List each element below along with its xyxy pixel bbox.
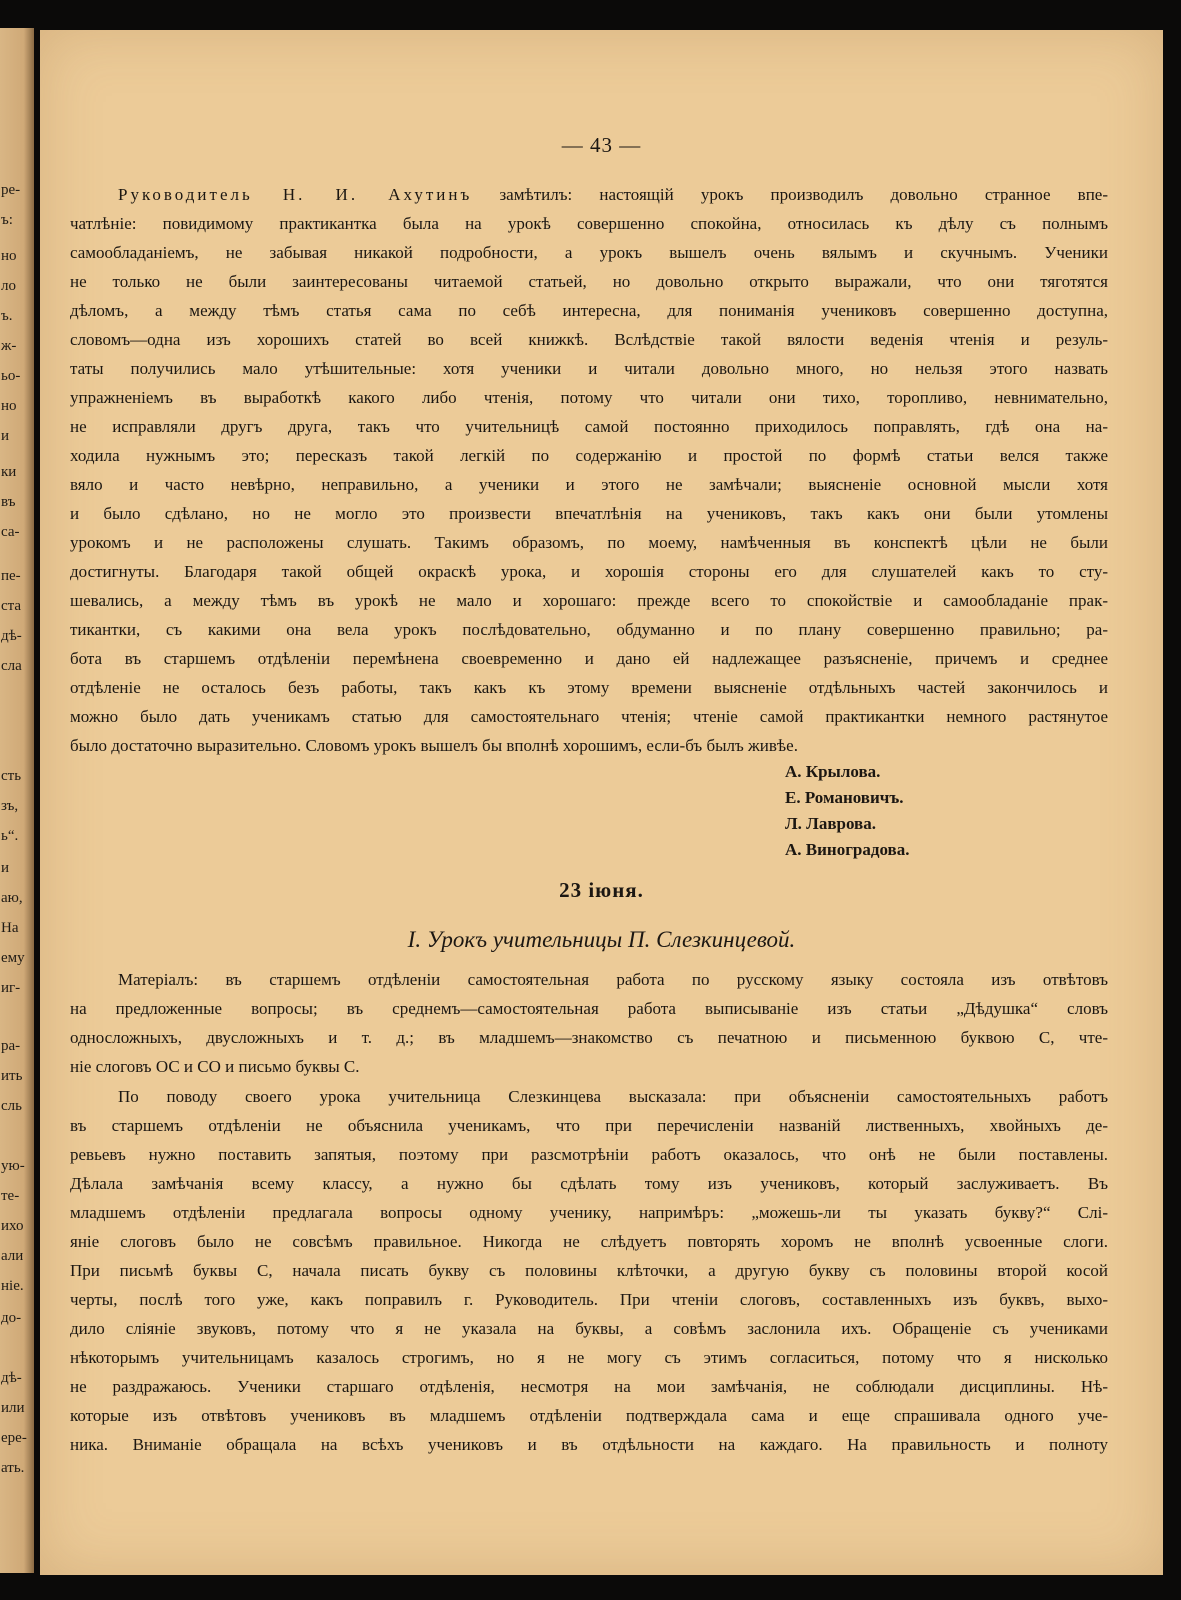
facing-page-fragment: но (1, 398, 17, 414)
text-line: дѣломъ, а между тѣмъ статья сама по себѣ интересна, для пониманія учениковъ совершенно доступна, (70, 301, 1108, 320)
facing-page-fragment: ло (1, 278, 16, 294)
facing-page-fragment: ую- (1, 1158, 25, 1174)
text-line: было достаточно выразительно. Словомъ урокъ вышелъ бы вполнѣ хорошимъ, если-бъ былъ живѣе. (70, 736, 798, 755)
facing-page-fragment: до- (1, 1310, 22, 1326)
signature-name: Л. Лаврова. (785, 814, 876, 833)
facing-page-fragment: сла (1, 658, 22, 674)
text-line: вяло и часто невѣрно, неправильно, а ученики и этого не замѣчали; выясненіе основной мысли хотя (70, 475, 1108, 494)
text-line: на предложенные вопросы; въ среднемъ—самостоятельная работа выписываніе изъ статьи „Дѣдушка“ словъ (70, 999, 1108, 1018)
facing-page-fragment: са- (1, 524, 20, 540)
paragraph-2 (70, 965, 1108, 1081)
facing-page-fragment: ра- (1, 1038, 21, 1054)
facing-page-fragment: ки (1, 464, 17, 480)
facing-page-fragment: въ (1, 494, 16, 510)
date-heading: 23 іюня. (559, 878, 644, 902)
text-line: тикантки, съ какими она вела урокъ послѣдовательно, обдуманно и по плану совершенно правильно; ра- (70, 620, 1108, 639)
text-line: Матеріалъ: въ старшемъ отдѣленіи самостоятельная работа по русскому языку состояла изъ отвѣтовъ (118, 970, 1108, 989)
text-line: упражненіемъ въ выработкѣ какого либо чтенія, потому что читали они тихо, торопливо, невнимательно, (70, 388, 1108, 407)
text-line: бота въ старшемъ отдѣленіи перемѣнена своевременно и дано ей надлежащее разъясненіе, причемъ и среднее (70, 649, 1108, 668)
text-line: не только не были заинтересованы читаемой статьей, но довольно открыто выражали, что они тяготятся (70, 272, 1108, 291)
facing-page-fragment: зъ, (1, 798, 19, 814)
paragraph-1 (70, 180, 1108, 760)
text-line: ходила нужнымъ это; пересказъ такой легкій по содержанію и простой по формѣ статьи велся также (70, 446, 1108, 465)
text-line: шевались, а между тѣмъ въ урокѣ не мало и хорошаго: прежде всего то спокойствіе и самообладаніе прак- (70, 591, 1108, 610)
text-line: черты, послѣ того уже, какъ поправилъ г. Руководитель. При чтеніи слоговъ, составленныхъ изъ буквъ, выхо- (70, 1290, 1108, 1309)
text-line: чатлѣніе: повидимому практикантка была на урокѣ совершенно спокойна, относилась къ дѣлу съ полнымъ (70, 214, 1108, 233)
section-title: I. Урокъ учительницы П. Слезкинцевой. (407, 927, 796, 952)
facing-page-fragment: или (1, 1400, 25, 1416)
text-line: ника. Вниманіе обращала на всѣхъ учениковъ и въ отдѣльности на каждаго. На правильность и полноту (70, 1435, 1108, 1454)
facing-page-fragment: ре- (1, 182, 21, 198)
facing-page-fragment: ему (1, 950, 25, 966)
text-line: При письмѣ буквы С, начала писать букву съ половины клѣточки, а другую букву съ половины второй косой (70, 1261, 1108, 1280)
facing-page-fragment: ере- (1, 1430, 27, 1446)
text-line: таты получились мало утѣшительные: хотя ученики и читали довольно много, но нельзя этого назвать (70, 359, 1108, 378)
facing-page-fragment: али (1, 1248, 24, 1264)
text-line: яніе слоговъ было не совсѣмъ правильное. Никогда не слѣдуетъ повторять хоромъ не вполнѣ усвоенные слоги. (70, 1232, 1108, 1251)
signature-name: А. Виноградова. (785, 840, 910, 859)
text-line: По поводу своего урока учительница Слезкинцева высказала: при объясненіи самостоятельныхъ работъ (118, 1087, 1108, 1106)
text-line: ніе слоговъ ОС и СО и письмо буквы С. (70, 1057, 360, 1076)
facing-page-fragment: и (1, 428, 10, 444)
facing-page-fragment: ьо- (1, 368, 21, 384)
paragraph-3 (70, 1082, 1108, 1459)
text-line: односложныхъ, двусложныхъ и т. д.; въ младшемъ—знакомство съ печатною и письменною буквою С, чте- (70, 1028, 1108, 1047)
text-line: можно было дать ученикамъ статью для самостоятельнаго чтенія; чтеніе самой практикантки немного растянутое (70, 707, 1108, 726)
text-line: ревьевъ нужно поставить запятыя, поэтому при разсмотрѣніи работъ оказалось, что онѣ не были поставлены. (70, 1145, 1108, 1164)
facing-page-fragment: те- (1, 1188, 20, 1204)
signatures (785, 759, 910, 863)
text-line: которые изъ отвѣтовъ учениковъ въ младшемъ отдѣленіи подтверждала сама и еще спрашивала одного уче- (70, 1406, 1108, 1425)
facing-page-fragment: и (1, 860, 10, 876)
facing-page-fragment: ъ: (1, 212, 13, 228)
text-line: нѣкоторымъ учительницамъ казалось строгимъ, но я не могу съ этимъ согласиться, потому что я нисколько (70, 1348, 1108, 1367)
text-line: младшемъ отдѣленіи предлагала вопросы одному ученику, напримѣръ: „можешь-ли ты указать букву?“ Слі- (70, 1203, 1108, 1222)
text-line: и было сдѣлано, но не могло это произвести впечатлѣнія на учениковъ, такъ какъ они были утомлены (70, 504, 1108, 523)
facing-page-fragment: иг- (1, 980, 21, 996)
facing-page-fragment: На (1, 920, 19, 936)
facing-page-fragment: ніе. (1, 1278, 24, 1294)
book-page (40, 30, 1163, 1575)
facing-page-fragment: сть (1, 768, 22, 784)
facing-page-fragment: но (1, 248, 17, 264)
text-line: въ старшемъ отдѣленіи не объяснила ученикамъ, что при перечисленіи названій лиственныхъ, хвойныхъ де- (70, 1116, 1108, 1135)
speaker-name: Руководитель Н. И. Ахутинъ (118, 185, 473, 204)
signature-name: Е. Романовичъ. (785, 788, 904, 807)
text-line: не раздражаюсь. Ученики старшаго отдѣленія, несмотря на мои замѣчанія, не соблюдали дисциплины. Нѣ- (70, 1377, 1108, 1396)
text-line: урокомъ и не расположены слушать. Такимъ образомъ, по моему, намѣченныя въ конспектѣ цѣли не были (70, 533, 1108, 552)
facing-page-fragment: ж- (1, 338, 17, 354)
facing-page-fragment: ь“. (1, 828, 19, 844)
text-line: Дѣлала замѣчанія всему классу, а нужно бы сдѣлать тому изъ учениковъ, который заслуживаетъ. Въ (70, 1174, 1108, 1193)
text-line: словомъ—одна изъ хорошихъ статей во всей книжкѣ. Вслѣдствіе такой вялости веденія чтенія и резуль- (70, 330, 1108, 349)
facing-page-fragment: ъ. (1, 308, 13, 324)
text-line-rest: замѣтилъ: настоящій урокъ производилъ довольно странное впе- (472, 185, 1108, 204)
facing-page-fragment: ихо (1, 1218, 24, 1234)
text-line: дило сліяніе звуковъ, потому что я не указала на буквы, а совѣмъ заслонила ихъ. Обращеніе съ учениками (70, 1319, 1108, 1338)
facing-page-fragment: ить (1, 1068, 23, 1084)
text-line: достигнуты. Благодаря такой общей окраскѣ урока, и хорошія стороны его для слушателей какъ то сту- (70, 562, 1108, 581)
facing-page-fragment: дѣ- (1, 1370, 22, 1386)
text-line: отдѣленіе не осталось безъ работы, такъ какъ къ этому времени выясненіе отдѣльныхъ частей закончилось и (70, 678, 1108, 697)
facing-page-fragment: ать. (1, 1460, 25, 1476)
facing-page-fragment: сль (1, 1098, 22, 1114)
signature-name: А. Крылова. (785, 762, 881, 781)
page-number: — 43 — (561, 133, 642, 157)
facing-page-fragment: ста (1, 598, 22, 614)
facing-page-fragment: пе- (1, 568, 21, 584)
text-line: самообладаніемъ, не забывая никакой подробности, а урокъ вышелъ очень вялымъ и скучнымъ. Ученики (70, 243, 1108, 262)
text-line: не исправляли другъ друга, такъ что учительницѣ самой постоянно приходилось поправлять, гдѣ она на- (70, 417, 1108, 436)
text-line (70, 180, 1108, 209)
facing-page-fragment: дѣ- (1, 628, 22, 644)
facing-page-fragment: аю, (1, 890, 23, 906)
facing-page-edge (0, 28, 34, 1573)
